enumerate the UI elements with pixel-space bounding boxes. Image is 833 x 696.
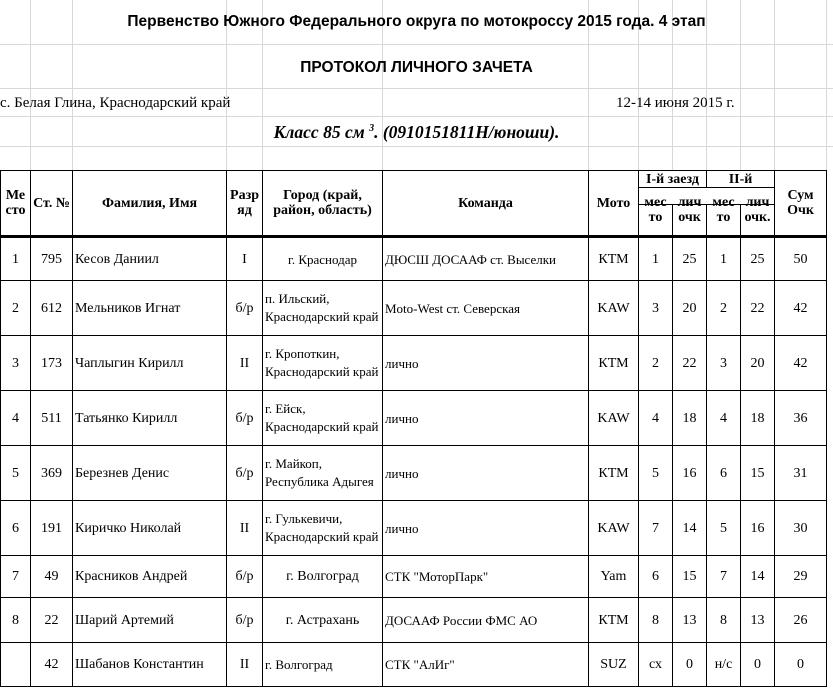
cell-place [1, 643, 31, 687]
cell-s1: 0 [673, 643, 707, 687]
cell-s1: 25 [673, 237, 707, 281]
class-title: Класс 85 см $^3$. (0910151811Н/юноши). [273, 122, 560, 142]
cell-p2: 2 [707, 281, 741, 336]
cell-rank: б/р [227, 281, 263, 336]
cell-sum: 31 [775, 446, 827, 501]
col-race1: I-й заезд [639, 171, 707, 188]
col-pts1: лич очк [673, 195, 707, 227]
cell-name: Кесов Даниил [73, 237, 227, 281]
cell-name: Чаплыгин Кирилл [73, 336, 227, 391]
table-row [1, 391, 827, 446]
col-name: Фамилия, Имя [73, 171, 227, 237]
cell-team: лично [383, 391, 589, 446]
event-dates: 12-14 июня 2015 г. [616, 95, 735, 111]
table-row [1, 556, 827, 598]
cell-name: Киричко Николай [73, 501, 227, 556]
cell-s1: 18 [673, 391, 707, 446]
cell-city: г. Кропоткин, Краснодарский край [263, 336, 383, 391]
cell-s2: 15 [741, 446, 775, 501]
cell-s2: 14 [741, 556, 775, 598]
cell-s1: 15 [673, 556, 707, 598]
cell-s1: 20 [673, 281, 707, 336]
cell-moto: KAW [589, 281, 639, 336]
cell-name: Шабанов Константин [73, 643, 227, 687]
cell-place: 5 [1, 446, 31, 501]
cell-p2: 1 [707, 237, 741, 281]
cell-p1: 1 [639, 237, 673, 281]
cell-s1: 13 [673, 598, 707, 643]
cell-city: г. Астрахань [263, 598, 383, 643]
cell-moto: КТМ [589, 446, 639, 501]
cell-team: лично [383, 336, 589, 391]
cell-s1: 22 [673, 336, 707, 391]
col-place1: мес то [639, 195, 673, 227]
cell-p1: сх [639, 643, 673, 687]
cell-sum: 50 [775, 237, 827, 281]
cell-moto: KAW [589, 391, 639, 446]
col-race2: II-й [707, 171, 775, 188]
cell-moto: КТМ [589, 598, 639, 643]
table-row [1, 446, 827, 501]
cell-start: 369 [31, 446, 73, 501]
cell-sum: 0 [775, 643, 827, 687]
cell-team: СТК "МоторПарк" [383, 556, 589, 598]
cell-rank: I [227, 237, 263, 281]
cell-p2: 6 [707, 446, 741, 501]
cell-rank: II [227, 501, 263, 556]
cell-rank: II [227, 643, 263, 687]
cell-s1: 14 [673, 501, 707, 556]
cell-s2: 0 [741, 643, 775, 687]
cell-p1: 6 [639, 556, 673, 598]
cell-sum: 30 [775, 501, 827, 556]
cell-city: г. Гулькевичи, Краснодарский край [263, 501, 383, 556]
col-sum: Сум Очк [775, 171, 827, 237]
cell-moto: KAW [589, 501, 639, 556]
cell-start: 42 [31, 643, 73, 687]
cell-name: Татьянко Кирилл [73, 391, 227, 446]
cell-city: п. Ильский, Краснодарский край [263, 281, 383, 336]
col-rank: Разр яд [227, 171, 263, 237]
table-row [1, 336, 827, 391]
cell-p2: 7 [707, 556, 741, 598]
col-city: Город (край, район, область) [263, 171, 383, 237]
cell-s2: 20 [741, 336, 775, 391]
col-place2: мес то [707, 195, 741, 227]
cell-p1: 3 [639, 281, 673, 336]
cell-city: г. Ейск, Краснодарский край [263, 391, 383, 446]
cell-p1: 7 [639, 501, 673, 556]
cell-sum: 36 [775, 391, 827, 446]
cell-name: Шарий Артемий [73, 598, 227, 643]
cell-place: 4 [1, 391, 31, 446]
cell-name: Березнев Денис [73, 446, 227, 501]
cell-place: 3 [1, 336, 31, 391]
cell-p2: 5 [707, 501, 741, 556]
cell-team: СТК "АлИг" [383, 643, 589, 687]
cell-sum: 26 [775, 598, 827, 643]
cell-place: 2 [1, 281, 31, 336]
cell-city: г. Волгоград [263, 643, 383, 687]
cell-start: 795 [31, 237, 73, 281]
cell-team: лично [383, 501, 589, 556]
cell-rank: б/р [227, 598, 263, 643]
cell-place: 6 [1, 501, 31, 556]
cell-s2: 18 [741, 391, 775, 446]
cell-start: 612 [31, 281, 73, 336]
cell-s2: 25 [741, 237, 775, 281]
cell-rank: б/р [227, 556, 263, 598]
col-team: Команда [383, 171, 589, 237]
col-pts2: лич очк. [741, 195, 775, 227]
protocol-title: ПРОТОКОЛ ЛИЧНОГО ЗАЧЕТА [300, 59, 533, 76]
cell-start: 49 [31, 556, 73, 598]
cell-place: 1 [1, 237, 31, 281]
cell-p2: 8 [707, 598, 741, 643]
cell-sum: 29 [775, 556, 827, 598]
page-title: Первенство Южного Федерального округа по мотокроссу 2015 года. 4 этап [127, 13, 706, 30]
cell-p1: 2 [639, 336, 673, 391]
cell-team: ДЮСШ ДОСААФ ст. Выселки [383, 237, 589, 281]
cell-city: г. Краснодар [263, 237, 383, 281]
cell-team: ДОСААФ России ФМС АО [383, 598, 589, 643]
cell-p1: 8 [639, 598, 673, 643]
cell-start: 173 [31, 336, 73, 391]
cell-start: 22 [31, 598, 73, 643]
cell-name: Мельников Игнат [73, 281, 227, 336]
cell-s2: 16 [741, 501, 775, 556]
cell-s1: 16 [673, 446, 707, 501]
cell-p2: н/с [707, 643, 741, 687]
col-place: Ме сто [1, 171, 31, 237]
cell-p2: 3 [707, 336, 741, 391]
table-row [1, 237, 827, 281]
cell-city: г. Волгоград [263, 556, 383, 598]
cell-rank: б/р [227, 391, 263, 446]
cell-moto: КТМ [589, 237, 639, 281]
cell-moto: КТМ [589, 336, 639, 391]
cell-start: 191 [31, 501, 73, 556]
cell-place: 7 [1, 556, 31, 598]
results-table [0, 170, 827, 687]
cell-moto: SUZ [589, 643, 639, 687]
cell-s2: 22 [741, 281, 775, 336]
table-row [1, 501, 827, 556]
table-row [1, 598, 827, 643]
cell-s2: 13 [741, 598, 775, 643]
cell-rank: б/р [227, 446, 263, 501]
cell-p2: 4 [707, 391, 741, 446]
cell-sum: 42 [775, 336, 827, 391]
cell-sum: 42 [775, 281, 827, 336]
cell-team: лично [383, 446, 589, 501]
table-row [1, 643, 827, 687]
cell-start: 511 [31, 391, 73, 446]
cell-p1: 5 [639, 446, 673, 501]
event-place: с. Белая Глина, Краснодарский край [0, 95, 231, 111]
col-start: Ст. № [31, 171, 73, 237]
cell-name: Красников Андрей [73, 556, 227, 598]
cell-rank: II [227, 336, 263, 391]
col-moto: Мото [589, 171, 639, 237]
cell-city: г. Майкоп, Республика Адыгея [263, 446, 383, 501]
cell-moto: Yam [589, 556, 639, 598]
table-row [1, 281, 827, 336]
cell-team: Moto-West ст. Северская [383, 281, 589, 336]
cell-place: 8 [1, 598, 31, 643]
cell-p1: 4 [639, 391, 673, 446]
